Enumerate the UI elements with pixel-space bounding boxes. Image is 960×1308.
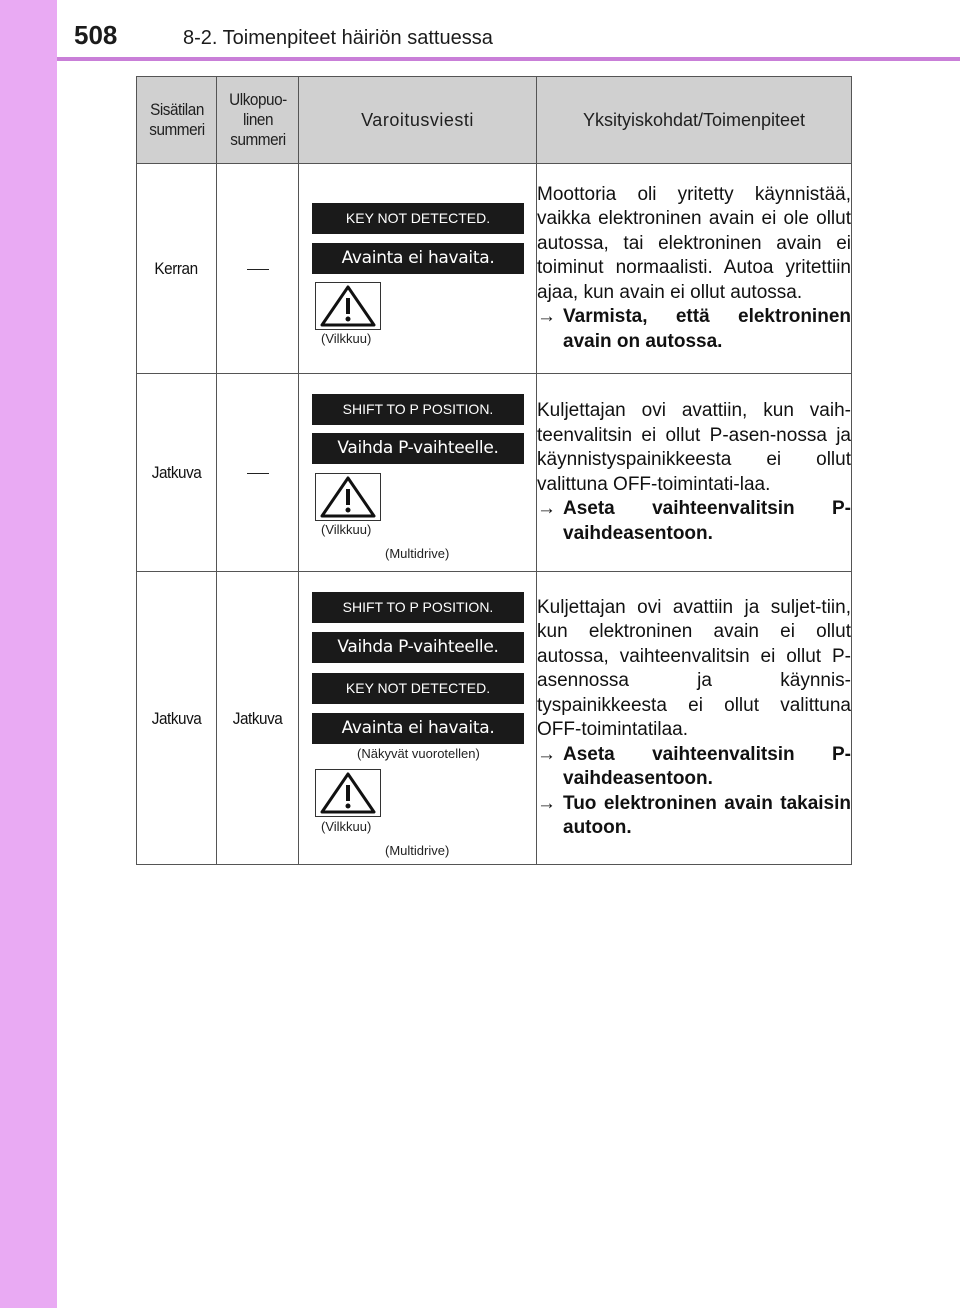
outer-buzzer-value: Jatkuva xyxy=(232,708,283,728)
action-text: Aseta vaihteenvalitsin P-vaihdeasentoon. xyxy=(563,498,851,544)
details-cell xyxy=(537,374,852,572)
warning-display-cell xyxy=(299,374,537,572)
left-margin-band xyxy=(0,0,57,1308)
header-outer-buzzer-label: Ulkopuo-linen summeri xyxy=(229,90,287,149)
details-cell xyxy=(537,164,852,374)
header-inner-buzzer-label: Sisätilan summeri xyxy=(149,100,205,139)
warning-triangle-icon xyxy=(315,473,381,521)
blink-caption: (Vilkkuu) xyxy=(321,331,372,346)
none-dash xyxy=(247,269,269,270)
header-inner-buzzer xyxy=(137,77,217,164)
action-item xyxy=(537,497,851,546)
arrow-icon: → xyxy=(537,792,556,814)
table-header-row xyxy=(137,77,852,164)
table-row xyxy=(137,374,852,572)
action-text: Aseta vaihteenvalitsin P-vaihdeasentoon. xyxy=(563,743,851,789)
none-dash xyxy=(247,473,269,474)
multidrive-caption: (Multidrive) xyxy=(385,546,450,561)
warning-display-cell xyxy=(299,164,537,374)
multidrive-caption: (Multidrive) xyxy=(385,843,450,858)
header-outer-buzzer xyxy=(217,77,299,164)
warning-message-fi: Avainta ei havaita. xyxy=(312,713,524,744)
details-text: Kuljettajan ovi avattiin ja suljet-tiin, kun elektroninen avain ei ollut autossa, vaihteenvalitsin ei ollut P-asennossa ja käynnis-tyspainikkeesta ei ollut valittuna OFF-toimintatilaa. xyxy=(537,596,851,740)
header-warning-message: Varoitusviesti xyxy=(299,77,537,164)
header-details: Yksityiskohdat/Toimenpiteet xyxy=(537,77,852,164)
action-item xyxy=(537,305,851,354)
outer-buzzer-cell xyxy=(217,572,299,865)
inner-buzzer-cell xyxy=(137,374,217,572)
warning-triangle-icon xyxy=(315,282,381,330)
warning-message-en: SHIFT TO P POSITION. xyxy=(312,394,524,425)
details-cell xyxy=(537,572,852,865)
warning-message-en: SHIFT TO P POSITION. xyxy=(312,592,524,623)
inner-buzzer-value: Kerran xyxy=(154,259,199,278)
inner-buzzer-cell xyxy=(137,572,217,865)
action-item xyxy=(537,792,851,841)
section-title: 8-2. Toimenpiteet häiriön sattuessa xyxy=(183,27,493,49)
inner-buzzer-value: Jatkuva xyxy=(151,708,202,728)
outer-buzzer-cell xyxy=(217,374,299,572)
header-rule xyxy=(57,57,960,61)
arrow-icon: → xyxy=(537,498,556,519)
table-row xyxy=(137,164,852,374)
table-row xyxy=(137,572,852,865)
page-number: 508 xyxy=(74,20,118,50)
warning-message-fi: Vaihda P-vaihteelle. xyxy=(312,632,524,663)
warning-display-cell xyxy=(299,572,537,865)
warning-message-en: KEY NOT DETECTED. xyxy=(312,203,524,234)
warning-message-en: KEY NOT DETECTED. xyxy=(312,673,524,704)
details-text: Kuljettajan ovi avattiin, kun vaih-teenvalitsin ei ollut P-asen-nossa ja käynnistyspainikkeesta ei ollut valittuna OFF-toimintati-laa. xyxy=(537,400,851,495)
inner-buzzer-cell xyxy=(137,164,217,374)
warning-table xyxy=(136,76,852,865)
action-text: Tuo elektroninen avain takaisin autoon. xyxy=(563,792,851,838)
inner-buzzer-value: Jatkuva xyxy=(151,463,202,482)
blink-caption: (Vilkkuu) xyxy=(321,819,372,834)
warning-triangle-icon xyxy=(315,769,381,817)
blink-caption: (Vilkkuu) xyxy=(321,522,372,537)
action-item xyxy=(537,743,851,792)
outer-buzzer-cell xyxy=(217,164,299,374)
warning-message-fi: Avainta ei havaita. xyxy=(312,243,524,274)
details-text: Moottoria oli yritetty käynnistää, vaikka elektroninen avain ei ole ollut autossa, tai elektroninen avain ei toiminut normaalisti. Autoa yritettiin ajaa, kun avain ei ollut autossa. xyxy=(537,183,851,303)
action-text: Varmista, että elektroninen avain on autossa. xyxy=(563,306,851,352)
alternate-caption: (Näkyvät vuorotellen) xyxy=(357,746,480,761)
arrow-icon: → xyxy=(537,743,556,765)
arrow-icon: → xyxy=(537,306,556,328)
warning-message-fi: Vaihda P-vaihteelle. xyxy=(312,433,524,464)
